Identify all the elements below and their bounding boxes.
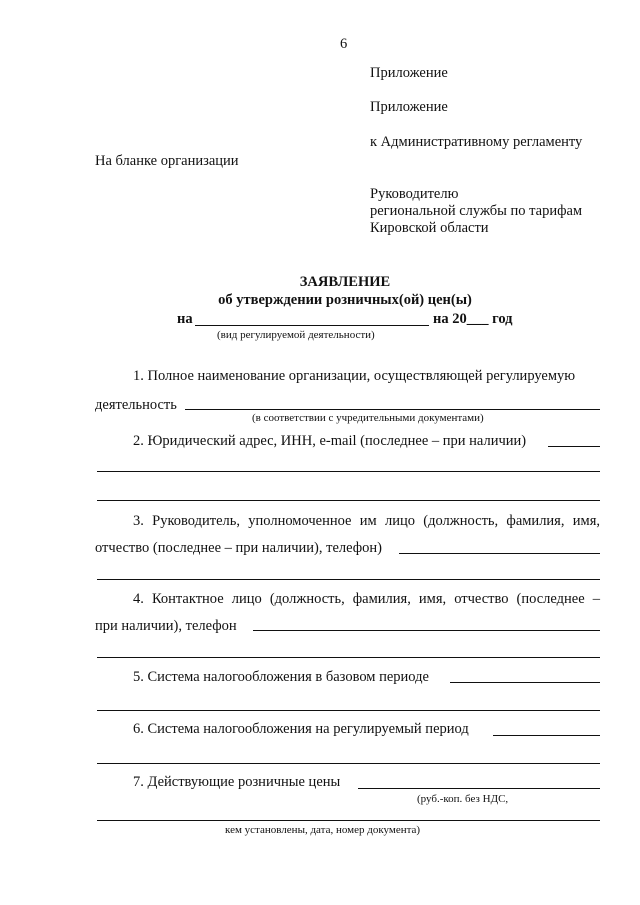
page-number: 6 (340, 36, 348, 52)
item-4-fill-line (253, 630, 600, 631)
item-7-hint-1: (руб.-коп. без НДС, (417, 793, 509, 805)
item-6-line-a (97, 763, 600, 764)
item-1-line-2: деятельность (95, 397, 177, 413)
item-2-text: 2. Юридический адрес, ИНН, e-mail (последнее – при наличии) (133, 433, 527, 449)
item-4-line-2: при наличии), телефон (95, 618, 237, 634)
item-3-fill-line (399, 553, 600, 554)
item-5-fill-line (450, 682, 600, 683)
item-1-line-1: 1. Полное наименование организации, осуществляющей регулируемую (133, 368, 576, 384)
item-3-line-2: отчество (последнее – при наличии), телефон) (95, 540, 382, 556)
item-4-line-a (97, 657, 600, 658)
title-year: на 20___ год (433, 311, 513, 327)
document-title: ЗАЯВЛЕНИЕ (299, 274, 391, 290)
item-7-fill-line (358, 788, 600, 789)
item-7-text: 7. Действующие розничные цены (133, 774, 341, 790)
addressee-line-3: Кировской области (370, 220, 489, 236)
activity-hint: (вид регулируемой деятельности) (217, 329, 375, 341)
org-blank-label: На бланке организации (95, 153, 239, 169)
addressee-line-2: региональной службы по тарифам (370, 203, 583, 219)
appendix-line-2: Приложение (370, 99, 448, 115)
item-7-line-a (97, 820, 600, 821)
item-2-line-b (97, 500, 600, 501)
item-2-fill-line (548, 446, 600, 447)
item-5-line-a (97, 710, 600, 711)
document-subtitle: об утверждении розничных(ой) цен(ы) (218, 292, 472, 308)
activity-blank-line (195, 325, 429, 326)
item-3-line-1: 3. Руководитель, уполномоченное им лицо (должность, фамилия, имя, (133, 513, 600, 529)
title-for-prefix: на (177, 311, 193, 327)
item-6-fill-line (493, 735, 600, 736)
item-3-line-a (97, 579, 600, 580)
item-1-hint: (в соответствии с учредительными документами) (252, 412, 484, 424)
addressee-line-1: Руководителю (370, 186, 459, 202)
item-7-hint-2: кем установлены, дата, номер документа) (225, 824, 421, 836)
item-5-text: 5. Система налогообложения в базовом периоде (133, 669, 429, 685)
item-1-fill-line (185, 409, 600, 410)
appendix-line-1: Приложение (370, 65, 448, 81)
item-4-line-1: 4. Контактное лицо (должность, фамилия, имя, отчество (последнее – (133, 591, 600, 607)
appendix-line-3: к Административному регламенту (370, 134, 583, 150)
item-6-text: 6. Система налогообложения на регулируемый период (133, 721, 469, 737)
item-2-line-a (97, 471, 600, 472)
